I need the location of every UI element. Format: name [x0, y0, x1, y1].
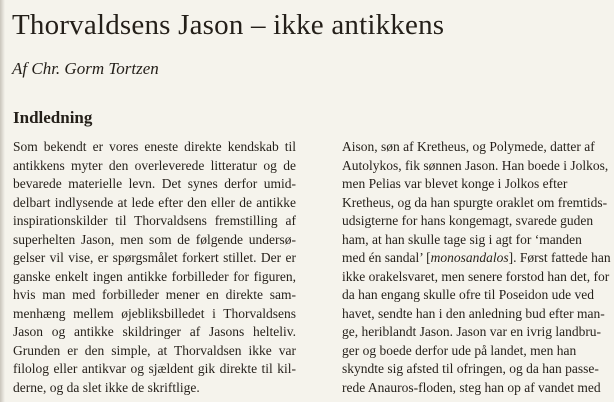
- text-line: da han engang skulle ofre til Poseidon ude ved: [342, 287, 594, 302]
- article-byline: Af Chr. Gorm Tortzen: [12, 59, 159, 78]
- text-line: ganske enkelt ingen antikke forbilleder for figuren,: [13, 268, 296, 284]
- text-segment: med én sandal’ [: [342, 250, 431, 265]
- text-line: udsigterne for hans kongemagt, svarede guden: [342, 213, 594, 228]
- italic-term-monosandalos: monosandalos: [430, 250, 509, 265]
- text-segment: ]. Først fattede han: [508, 250, 611, 265]
- text-line: men Pelias var blevet konge i Jolkos efter: [342, 176, 568, 191]
- text-line: Grunden er den simple, at Thorvaldsen ikke var: [13, 342, 296, 358]
- text-line: rede Anauros-floden, steg han op af vandet med: [342, 379, 601, 395]
- section-heading-indledning: Indledning: [13, 108, 93, 127]
- page-edge-shadow: [0, 0, 5, 402]
- text-line: ge, heriblandt Jason. Jason var en ivrig landbru-: [342, 324, 602, 339]
- text-line: delbart indlysende at lede efter den eller de antikke: [13, 194, 296, 210]
- text-line: gelser vil vise, er spørgsmålet forkert stillet. Der er: [13, 250, 296, 265]
- text-line: Jason og antikke skildringer af Jasons helteliv.: [13, 324, 296, 339]
- text-line: havet, sendte han i den anledning bud efter man-: [342, 305, 605, 321]
- text-line: ham, at han skulle tage sig i agt for ‘manden: [342, 231, 582, 247]
- text-line: Autolykos, fik sønnen Jason. Han boede i Jolkos,: [342, 157, 609, 173]
- text-line: Som bekendt er vores eneste direkte kendskab til: [13, 139, 296, 154]
- text-line: Kretheus, og da han spurgte oraklet om fremtids-: [342, 194, 608, 210]
- text-line: superhelten Jason, men som de følgende undersø-: [13, 231, 296, 247]
- text-line: antikkens myter den overleverede litteratur og de: [13, 157, 296, 173]
- text-line: menhæng mellem øjebliksbilledet i Thorvaldsens: [13, 305, 296, 321]
- right-quote-column: [342, 138, 611, 397]
- text-line: hvis man med forbilleder mener en direkte sam-: [13, 287, 296, 302]
- article-title: Thorvaldsens Jason – ikke antikkens: [12, 9, 445, 41]
- text-line: bevarede materielle levn. Det synes derfor umid-: [13, 176, 296, 191]
- text-line: inspirationskilder til Thorvaldsens fremstilling af: [13, 213, 296, 228]
- text-line-with-italic: [342, 249, 611, 268]
- text-line: ikke orakelsvaret, men senere forstod han det, for: [342, 268, 610, 284]
- text-line: derne, og da slet ikke de skriftlige.: [13, 379, 200, 395]
- left-text-column: [13, 138, 296, 397]
- text-line: ger og boede derfor ude på landet, men han: [342, 342, 577, 358]
- text-line: filolog eller antikvar og sjældent gik direkte til kil-: [13, 361, 296, 376]
- text-line: Aison, søn af Kretheus, og Polymede, datter af: [342, 139, 595, 154]
- text-line: skyndte sig afsted til ofringen, og da han passe-: [342, 361, 599, 376]
